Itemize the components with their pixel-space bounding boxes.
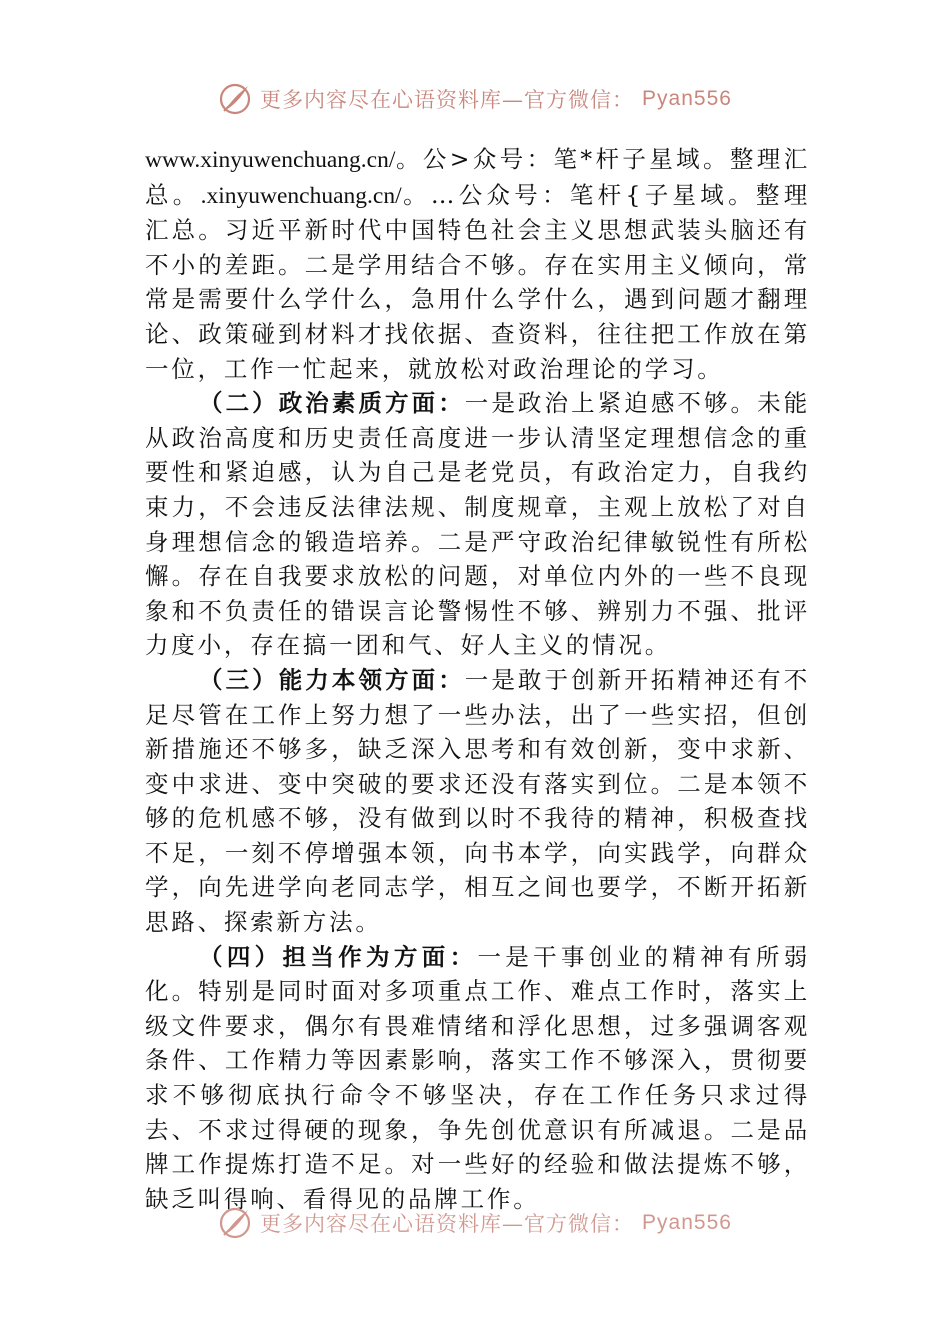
- paragraph-text: 一是敢于创新开拓精神还有不足尽管在工作上努力想了一些办法，出了一些实招，但创新措施还不够多，缺乏深入思考和有效创新，变中求新、变中求进、变中突破的要求还没有落实到位。二是本领不够的危机感不够，没有做到以时不我待的精神，积极查找不足，一刻不停增强本领，向书本学，向实践学，向群众学，向先进学向老同志学，相互之间也要学，不断开拓新思路、探索新方法。: [145, 665, 811, 937]
- quill-logo-icon: [218, 82, 252, 116]
- section-heading: （四）担当作为方面：: [199, 942, 478, 971]
- paragraph-text: 。公>众号：笔*杆子星域。整理汇总。: [145, 145, 810, 209]
- section-heading: （二）政治素质方面：: [199, 389, 465, 418]
- section-heading: （三）能力本领方面：: [199, 665, 465, 694]
- paragraph-1: [145, 142, 810, 386]
- watermark-text: 更多内容尽在心语资料库—官方微信：: [260, 1212, 635, 1236]
- url-text: www.xinyuwenchuang.cn/: [145, 147, 396, 173]
- url-text: .xinyuwenchuang.cn/: [200, 182, 402, 209]
- quill-logo-icon: [218, 1206, 252, 1240]
- document-body: [145, 142, 810, 1216]
- watermark-id: Pyan556: [642, 1211, 732, 1234]
- footer-watermark: [0, 1206, 950, 1240]
- paragraph-text: 一是干事创业的精神有所弱化。特别是同时面对多项重点工作、难点工作时，落实上级文件要求，偶尔有畏难情绪和浮化思想，过多强调客观条件、工作精力等因素影响，落实工作不够深入，贯彻要求不够彻底执行命令不够坚决，存在工作任务只求过得去、不求过得硬的现象，争先创优意识有所减退。二是品牌工作提炼打造不足。对一些好的经验和做法提炼不够，缺乏叫得响、看得见的品牌工作。: [145, 942, 811, 1213]
- paragraph-text: 一是政治上紧迫感不够。未能从政治高度和历史责任高度进一步认清坚定理想信念的重要性和紧迫感，认为自己是老党员，有政治定力，自我约束力，不会违反法律法规、制度规章，主观上放松了对自身理想信念的锻造培养。二是严守政治纪律敏锐性有所松懈。存在自我要求放松的问题，对单位内外的一些不良现象和不负责任的错误言论警惕性不够、辨别力不强、批评力度小，存在搞一团和气、好人主义的情况。: [145, 389, 811, 660]
- paragraph-political-quality: [145, 386, 810, 663]
- header-watermark: [0, 82, 950, 116]
- paragraph-responsibility: [145, 940, 810, 1217]
- paragraph-ability: [145, 663, 810, 940]
- watermark-text: 更多内容尽在心语资料库—官方微信：: [260, 88, 635, 112]
- watermark-id: Pyan556: [642, 87, 732, 110]
- paragraph-text: 。…公众号：笔杆{子星域。整理汇总。习近平新时代中国特色社会主义思想武装头脑还有不小的差距。二是学用结合不够。存在实用主义倾向，常常是需要什么学什么，急用什么学什么，遇到问题才翻理论、政策碰到材料才找依据、查资料，往往把工作放在第一位，工作一忙起来，就放松对政治理论的学习。: [145, 180, 810, 383]
